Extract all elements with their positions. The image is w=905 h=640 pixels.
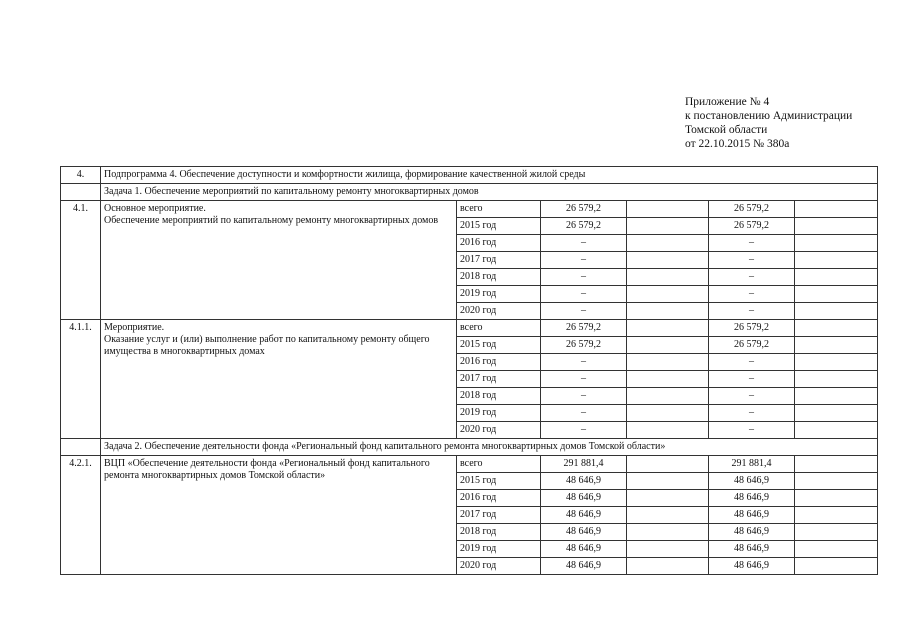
empty-cell: [795, 371, 878, 388]
table-row: [61, 320, 878, 337]
period-cell: 2015 год: [457, 337, 541, 354]
period-cell: 2017 год: [457, 371, 541, 388]
total-cell: 48 646,9: [541, 473, 627, 490]
period-cell: 2020 год: [457, 422, 541, 439]
empty-cell: [627, 235, 709, 252]
total-cell: –: [541, 303, 627, 320]
total-cell: 26 579,2: [541, 337, 627, 354]
empty-cell: [795, 286, 878, 303]
item-title: Основное мероприятие.: [104, 203, 206, 214]
source-cell: 48 646,9: [709, 473, 795, 490]
period-cell: 2017 год: [457, 507, 541, 524]
source-cell: 26 579,2: [709, 337, 795, 354]
subprogram-number: 4.: [61, 167, 101, 184]
empty-cell: [795, 269, 878, 286]
source-cell: 26 579,2: [709, 218, 795, 235]
empty-cell: [795, 490, 878, 507]
total-cell: –: [541, 269, 627, 286]
empty-cell: [627, 490, 709, 507]
subprogram-title: Подпрограмма 4. Обеспечение доступности и комфортности жилища, формирование качественной жилой среды: [101, 167, 878, 184]
period-cell: 2016 год: [457, 490, 541, 507]
source-cell: –: [709, 235, 795, 252]
empty-cell: [795, 422, 878, 439]
empty-cell: [627, 524, 709, 541]
period-cell: всего: [457, 201, 541, 218]
empty-cell: [627, 541, 709, 558]
period-cell: 2019 год: [457, 405, 541, 422]
empty-cell: [627, 456, 709, 473]
empty-cell: [795, 303, 878, 320]
task-1-title: Задача 1. Обеспечение мероприятий по капитальному ремонту многоквартирных домов: [101, 184, 878, 201]
appendix-header: [685, 95, 852, 151]
empty-cell: [627, 558, 709, 575]
source-cell: 48 646,9: [709, 541, 795, 558]
period-cell: 2020 год: [457, 558, 541, 575]
appendix-title: Приложение № 4: [685, 96, 770, 108]
source-cell: 48 646,9: [709, 524, 795, 541]
item-number: 4.1.1.: [61, 320, 101, 439]
total-cell: –: [541, 371, 627, 388]
table-row: [61, 456, 878, 473]
empty-cell: [627, 286, 709, 303]
total-cell: 26 579,2: [541, 218, 627, 235]
period-cell: 2018 год: [457, 388, 541, 405]
total-cell: –: [541, 354, 627, 371]
empty-cell: [795, 405, 878, 422]
empty-cell: [795, 473, 878, 490]
empty-cell: [627, 473, 709, 490]
source-cell: 26 579,2: [709, 201, 795, 218]
period-cell: 2018 год: [457, 524, 541, 541]
period-cell: 2017 год: [457, 252, 541, 269]
empty-cell: [627, 354, 709, 371]
appendix-resolution: к постановлению Администрации: [685, 110, 853, 122]
period-cell: 2019 год: [457, 286, 541, 303]
empty-cell: [627, 320, 709, 337]
task-2-title: Задача 2. Обеспечение деятельности фонда «Региональный фонд капитального ремонта многоквартирных домов Томской области»: [101, 439, 878, 456]
item-subtitle: Оказание услуг и (или) выполнение работ по капитальному ремонту общего имущества в многоквартирных домах: [104, 334, 430, 357]
source-cell: –: [709, 286, 795, 303]
period-cell: 2018 год: [457, 269, 541, 286]
total-cell: –: [541, 252, 627, 269]
item-description: [101, 201, 457, 320]
total-cell: 48 646,9: [541, 490, 627, 507]
item-title: Мероприятие.: [104, 322, 165, 333]
task-row: [61, 184, 878, 201]
source-cell: 48 646,9: [709, 490, 795, 507]
empty-cell: [795, 541, 878, 558]
period-cell: всего: [457, 320, 541, 337]
item-number: 4.2.1.: [61, 456, 101, 575]
task-row: [61, 439, 878, 456]
empty-cell: [795, 388, 878, 405]
period-cell: 2020 год: [457, 303, 541, 320]
table-row: [61, 201, 878, 218]
empty-cell: [795, 218, 878, 235]
empty-cell: [795, 201, 878, 218]
appendix-date: от 22.10.2015 № 380а: [685, 138, 790, 150]
empty-cell: [795, 456, 878, 473]
total-cell: 26 579,2: [541, 201, 627, 218]
total-cell: –: [541, 422, 627, 439]
period-cell: 2016 год: [457, 354, 541, 371]
empty-cell: [795, 252, 878, 269]
item-description: [101, 456, 457, 575]
total-cell: 48 646,9: [541, 524, 627, 541]
empty-cell: [627, 388, 709, 405]
source-cell: –: [709, 405, 795, 422]
empty-cell: [627, 201, 709, 218]
source-cell: –: [709, 354, 795, 371]
period-cell: 2016 год: [457, 235, 541, 252]
total-cell: –: [541, 405, 627, 422]
empty-cell: [795, 524, 878, 541]
period-cell: 2019 год: [457, 541, 541, 558]
source-cell: 48 646,9: [709, 558, 795, 575]
total-cell: –: [541, 388, 627, 405]
empty-cell: [627, 303, 709, 320]
empty-cell: [627, 269, 709, 286]
empty-cell: [795, 337, 878, 354]
empty-cell: [795, 507, 878, 524]
source-cell: –: [709, 269, 795, 286]
source-cell: –: [709, 388, 795, 405]
total-cell: –: [541, 286, 627, 303]
empty-cell: [795, 354, 878, 371]
source-cell: –: [709, 422, 795, 439]
empty-cell: [627, 371, 709, 388]
item-title: ВЦП «Обеспечение деятельности фонда «Региональный фонд капитального ремонта многоквартирных домов Томской области»: [104, 458, 430, 481]
empty-cell: [627, 252, 709, 269]
total-cell: 48 646,9: [541, 558, 627, 575]
period-cell: 2015 год: [457, 473, 541, 490]
source-cell: 26 579,2: [709, 320, 795, 337]
total-cell: 48 646,9: [541, 507, 627, 524]
item-description: [101, 320, 457, 439]
source-cell: 291 881,4: [709, 456, 795, 473]
period-cell: 2015 год: [457, 218, 541, 235]
total-cell: 291 881,4: [541, 456, 627, 473]
source-cell: –: [709, 303, 795, 320]
item-subtitle: Обеспечение мероприятий по капитальному ремонту многоквартирных домов: [104, 215, 439, 226]
empty-cell: [627, 507, 709, 524]
empty-cell: [627, 337, 709, 354]
item-number: 4.1.: [61, 201, 101, 320]
source-cell: 48 646,9: [709, 507, 795, 524]
source-cell: –: [709, 252, 795, 269]
source-cell: –: [709, 371, 795, 388]
period-cell: всего: [457, 456, 541, 473]
empty-cell: [627, 422, 709, 439]
subprogram-row: [61, 167, 878, 184]
empty-cell: [795, 558, 878, 575]
total-cell: –: [541, 235, 627, 252]
empty-cell: [795, 320, 878, 337]
empty-cell: [627, 405, 709, 422]
appendix-region: Томской области: [685, 124, 768, 136]
empty-cell: [627, 218, 709, 235]
total-cell: 48 646,9: [541, 541, 627, 558]
total-cell: 26 579,2: [541, 320, 627, 337]
empty-cell: [795, 235, 878, 252]
budget-table: [60, 166, 878, 575]
